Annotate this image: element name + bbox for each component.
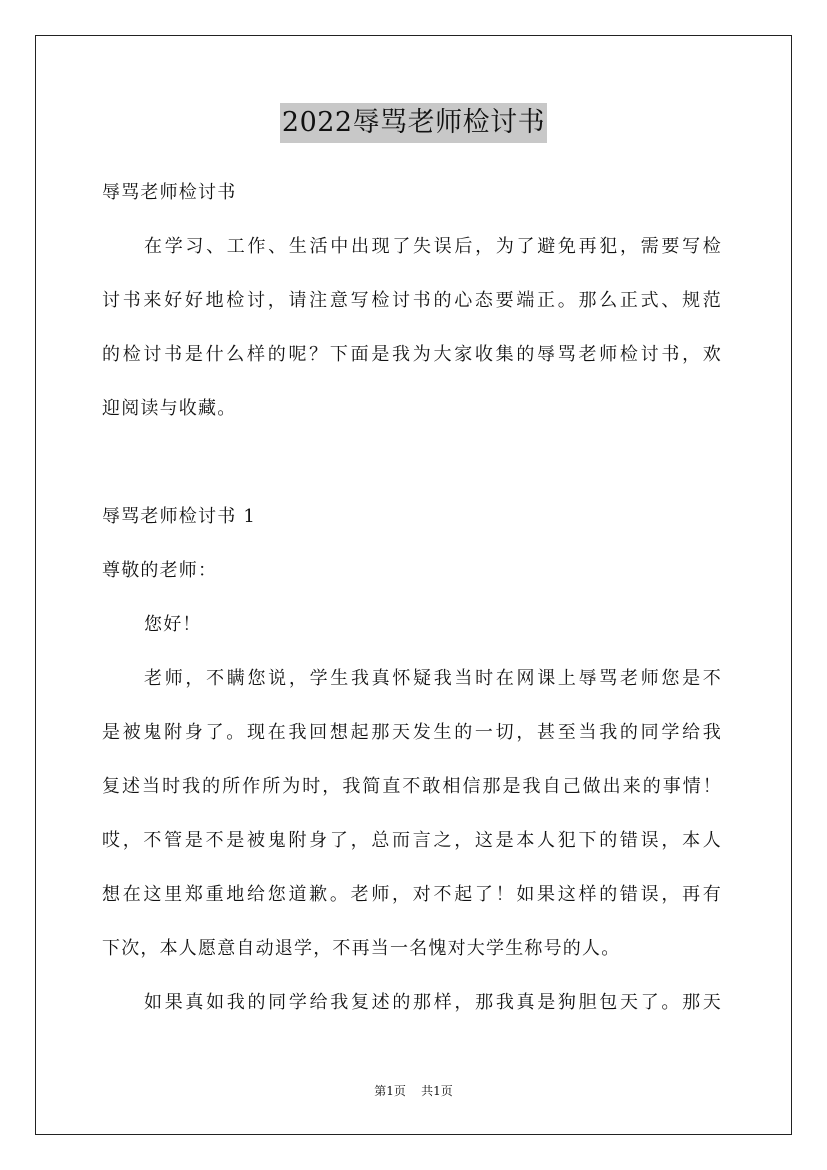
page-number: 第1页 <box>374 1084 406 1098</box>
body-line: 哎，不管是不是被鬼附身了，总而言之，这是本人犯下的错误，本人 <box>102 830 722 851</box>
section-heading: 辱骂老师检讨书 1 <box>102 506 256 527</box>
body-line: 是被鬼附身了。现在我回想起那天发生的一切，甚至当我的同学给我 <box>102 722 722 743</box>
page-total: 共1页 <box>421 1084 453 1098</box>
body-line: 下次，本人愿意自动退学，不再当一名愧对大学生称号的人。 <box>102 938 621 959</box>
document-title: 2022辱骂老师检讨书 <box>280 103 547 143</box>
salutation: 尊敬的老师： <box>102 560 218 581</box>
intro-line: 在学习、工作、生活中出现了失误后，为了避免再犯，需要写检 <box>144 236 722 257</box>
body-line: 如果真如我的同学给我复述的那样，那我真是狗胆包天了。那天 <box>144 992 722 1013</box>
page-footer <box>0 1083 827 1099</box>
intro-line: 迎阅读与收藏。 <box>102 398 237 419</box>
intro-line: 的检讨书是什么样的呢？下面是我为大家收集的辱骂老师检讨书，欢 <box>102 344 722 365</box>
greeting: 您好！ <box>144 614 202 635</box>
body-line: 复述当时我的所作所为时，我简直不敢相信那是我自己做出来的事情！ <box>102 776 722 797</box>
document-subtitle: 辱骂老师检讨书 <box>102 182 237 203</box>
body-line: 老师，不瞒您说，学生我真怀疑我当时在网课上辱骂老师您是不 <box>144 668 722 689</box>
body-line: 想在这里郑重地给您道歉。老师，对不起了！如果这样的错误，再有 <box>102 884 722 905</box>
title-container <box>0 103 827 143</box>
intro-line: 讨书来好好地检讨，请注意写检讨书的心态要端正。那么正式、规范 <box>102 290 722 311</box>
